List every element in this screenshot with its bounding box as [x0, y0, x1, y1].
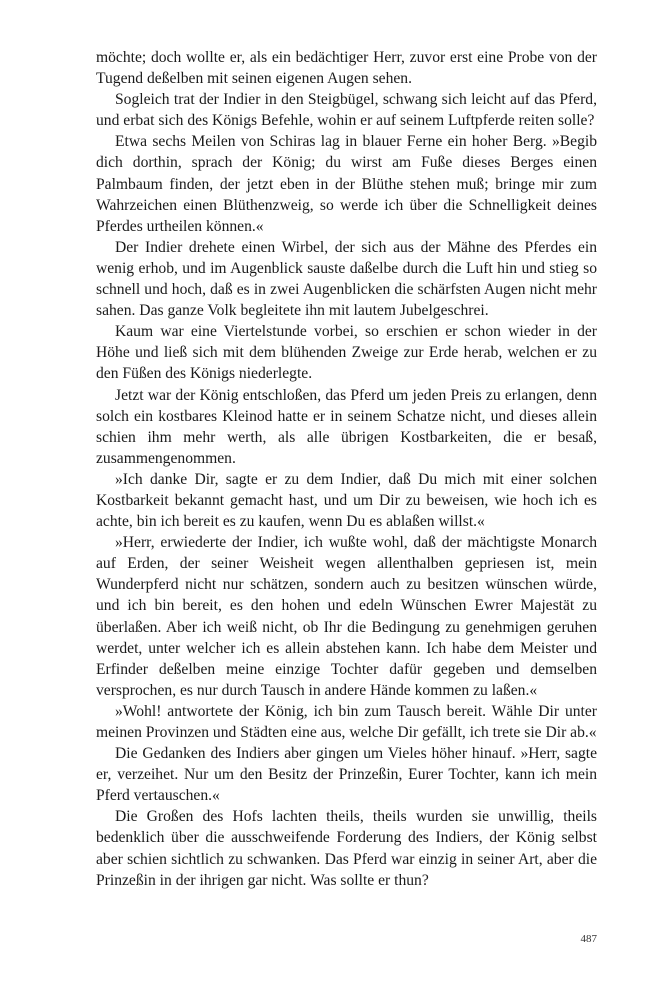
- paragraph-5: Kaum war eine Viertelstunde vorbei, so erschien er schon wieder in der Höhe und ließ sich mit dem blühenden Zweige zur Erde herab, welchen er zu den Füßen des Königs niederlegte.: [96, 323, 597, 383]
- paragraph-4: Der Indier drehete einen Wirbel, der sich aus der Mähne des Pferdes ein wenig erhob, und im Augenblick sauste daßelbe durch die Luft hin und stieg so schnell und hoch, daß es in zwei Augenblicken die schärfsten Augen nicht mehr sahen. Das ganze Volk begleitete ihn mit lautem Jubelgeschrei.: [96, 238, 597, 320]
- paragraph-3: Etwa sechs Meilen von Schiras lag in blauer Ferne ein hoher Berg. »Begib dich dorthin, sprach der König; du wirst am Fuße dieses Berges einen Palmbaum finden, der jetzt eben in der Blüthe stehen muß; bringe mir zum Wahrzeichen einen Blüthenzweig, so werde ich über die Schnelligkeit deines Pferdes urtheilen können.«: [96, 133, 597, 235]
- paragraph-1: möchte; doch wollte er, als ein bedächtiger Herr, zuvor erst eine Probe von der Tugend deßelben mit seinen eigenen Augen sehen.: [96, 49, 597, 88]
- paragraph-6: Jetzt war der König entschloßen, das Pferd um jeden Preis zu erlangen, denn solch ein kostbares Kleinod hatte er in seinem Schatze nicht, und dieses allein schien ihm mehr werth, als alle übrigen Kostbarkeiten, die er besaß, zusammengenommen.: [96, 386, 597, 467]
- paragraph-9: »Wohl! antwortete der König, ich bin zum Tausch bereit. Wähle Dir unter meinen Provinzen und Städten eine aus, welche Dir gefällt, ich trete sie Dir ab.«: [96, 702, 597, 741]
- paragraph-7: »Ich danke Dir, sagte er zu dem Indier, daß Du mich mit einer solchen Kostbarkeit bekannt gemacht hast, und um Dir zu beweisen, wie hoch ich es achte, bin ich bereit es zu kaufen, wenn Du es ablaßen willst.«: [96, 470, 597, 531]
- paragraph-8: »Herr, erwiederte der Indier, ich wußte wohl, daß der mächtigste Monarch auf Erden, der seiner Weisheit wegen allenthalben gepriesen ist, mein Wunderpferd nicht nur schätzen, sondern auch zu besitzen wünschen würde, und ich bin bereit, es den hohen und edeln Wünschen Ewrer Majestät zu überlaßen. Aber ich weiß nicht, ob Ihr die Bedingung zu genehmigen geruhen werdet, unter welcher ich es allein abstehen kann. Ich habe dem Meister und Erfinder deßelben meine einzige Tochter dafür gegeben und demselben versprochen, es nur durch Tausch in andere Hände kommen zu laßen.«: [96, 534, 597, 699]
- paragraph-10: Die Gedanken des Indiers aber gingen um Vieles höher hinauf. »Herr, sagte er, verzeihet. Nur um den Besitz der Prinzeßin, Eurer Tochter, kann ich mein Pferd vertauschen.«: [96, 745, 597, 805]
- paragraph-11: Die Großen des Hofs lachten theils, theils wurden sie unwillig, theils bedenklich über die ausschweifende Forderung des Indiers, der König selbst aber schien sichtlich zu schwanken. Das Pferd war einzig in seiner Art, aber die Prinzeßin in der ihrigen gar nicht. Was sollte er thun?: [96, 808, 597, 889]
- page-number: 487: [580, 933, 597, 945]
- page-body: [96, 47, 597, 891]
- paragraph-2: Sogleich trat der Indier in den Steigbügel, schwang sich leicht auf das Pferd, und erbat sich des Königs Befehle, wohin er auf seinem Luftpferde reiten solle?: [96, 91, 597, 130]
